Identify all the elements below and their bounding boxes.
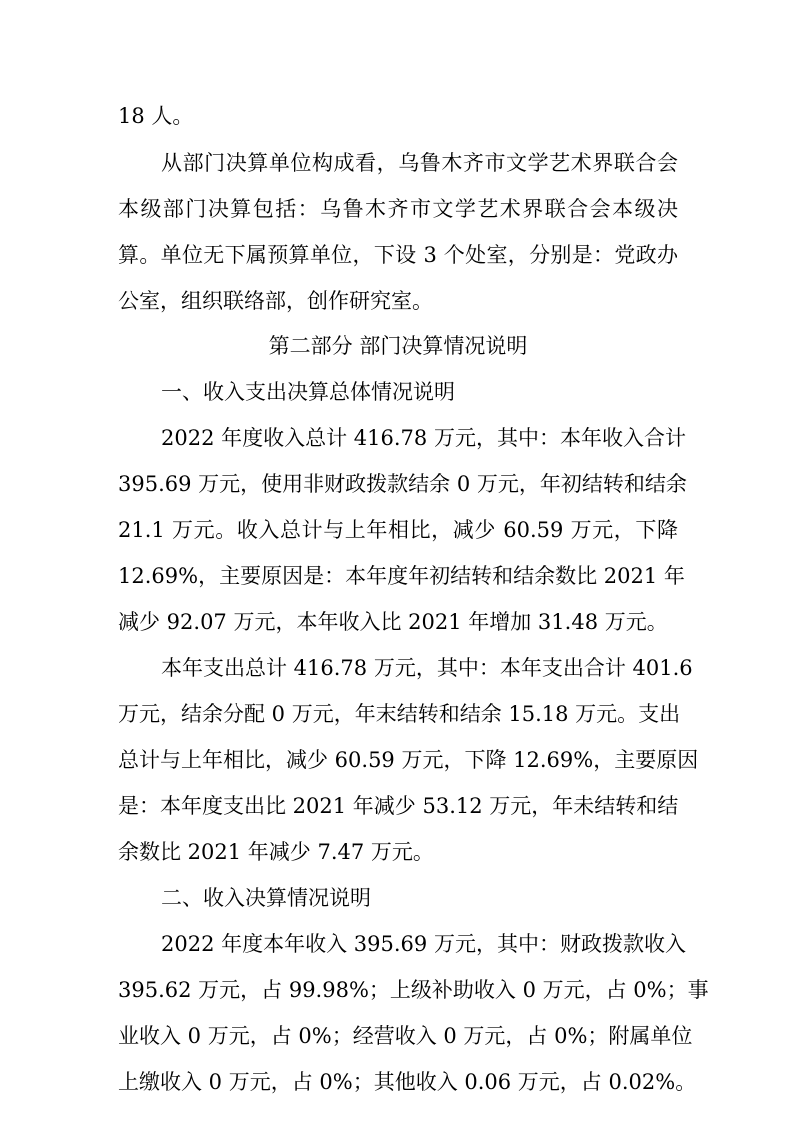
text-line: 公室，组织联络部，创作研究室。 bbox=[118, 289, 433, 313]
text-line: 2022 年度本年收入 395.69 万元，其中：财政拨款收入 bbox=[161, 932, 686, 956]
text-line: 12.69%，主要原因是：本年度年初结转和结余数比 2021 年 bbox=[118, 564, 685, 588]
subsection-heading: 一、收入支出决算总体情况说明 bbox=[161, 380, 455, 404]
text-line: 万元，结余分配 0 万元，年末结转和结余 15.18 万元。支出 bbox=[118, 702, 681, 726]
text-line: 上缴收入 0 万元，占 0%；其他收入 0.06 万元，占 0.02%。 bbox=[118, 1070, 697, 1094]
text-line: 395.62 万元，占 99.98%；上级补助收入 0 万元，占 0%；事 bbox=[118, 978, 709, 1002]
text-line: 2022 年度收入总计 416.78 万元，其中：本年收入合计 bbox=[161, 426, 686, 450]
text-line: 减少 92.07 万元，本年收入比 2021 年增加 31.48 万元。 bbox=[118, 610, 668, 634]
text-line: 18 人。 bbox=[118, 104, 194, 128]
text-line: 总计与上年相比，减少 60.59 万元，下降 12.69%，主要原因 bbox=[118, 748, 699, 772]
text-line: 395.69 万元，使用非财政拨款结余 0 万元，年初结转和结余 bbox=[118, 472, 687, 496]
text-line: 本年支出总计 416.78 万元，其中：本年支出合计 401.6 bbox=[161, 656, 693, 680]
section-title: 第二部分 部门决算情况说明 bbox=[268, 334, 528, 358]
text-line: 是：本年度支出比 2021 年减少 53.12 万元，年未结转和结 bbox=[118, 794, 679, 818]
text-line: 21.1 万元。收入总计与上年相比，减少 60.59 万元，下降 bbox=[118, 518, 678, 542]
text-line: 本级部门决算包括：乌鲁木齐市文学艺术界联合会本级决 bbox=[118, 197, 678, 221]
text-line: 余数比 2021 年减少 7.47 万元。 bbox=[118, 840, 434, 864]
subsection-heading: 二、收入决算情况说明 bbox=[161, 886, 371, 910]
text-line: 业收入 0 万元，占 0%；经营收入 0 万元，占 0%；附属单位 bbox=[118, 1024, 693, 1048]
text-line: 从部门决算单位构成看，乌鲁木齐市文学艺术界联合会 bbox=[161, 151, 678, 175]
text-line: 算。单位无下属预算单位，下设 3 个处室，分别是：党政办 bbox=[118, 243, 678, 267]
